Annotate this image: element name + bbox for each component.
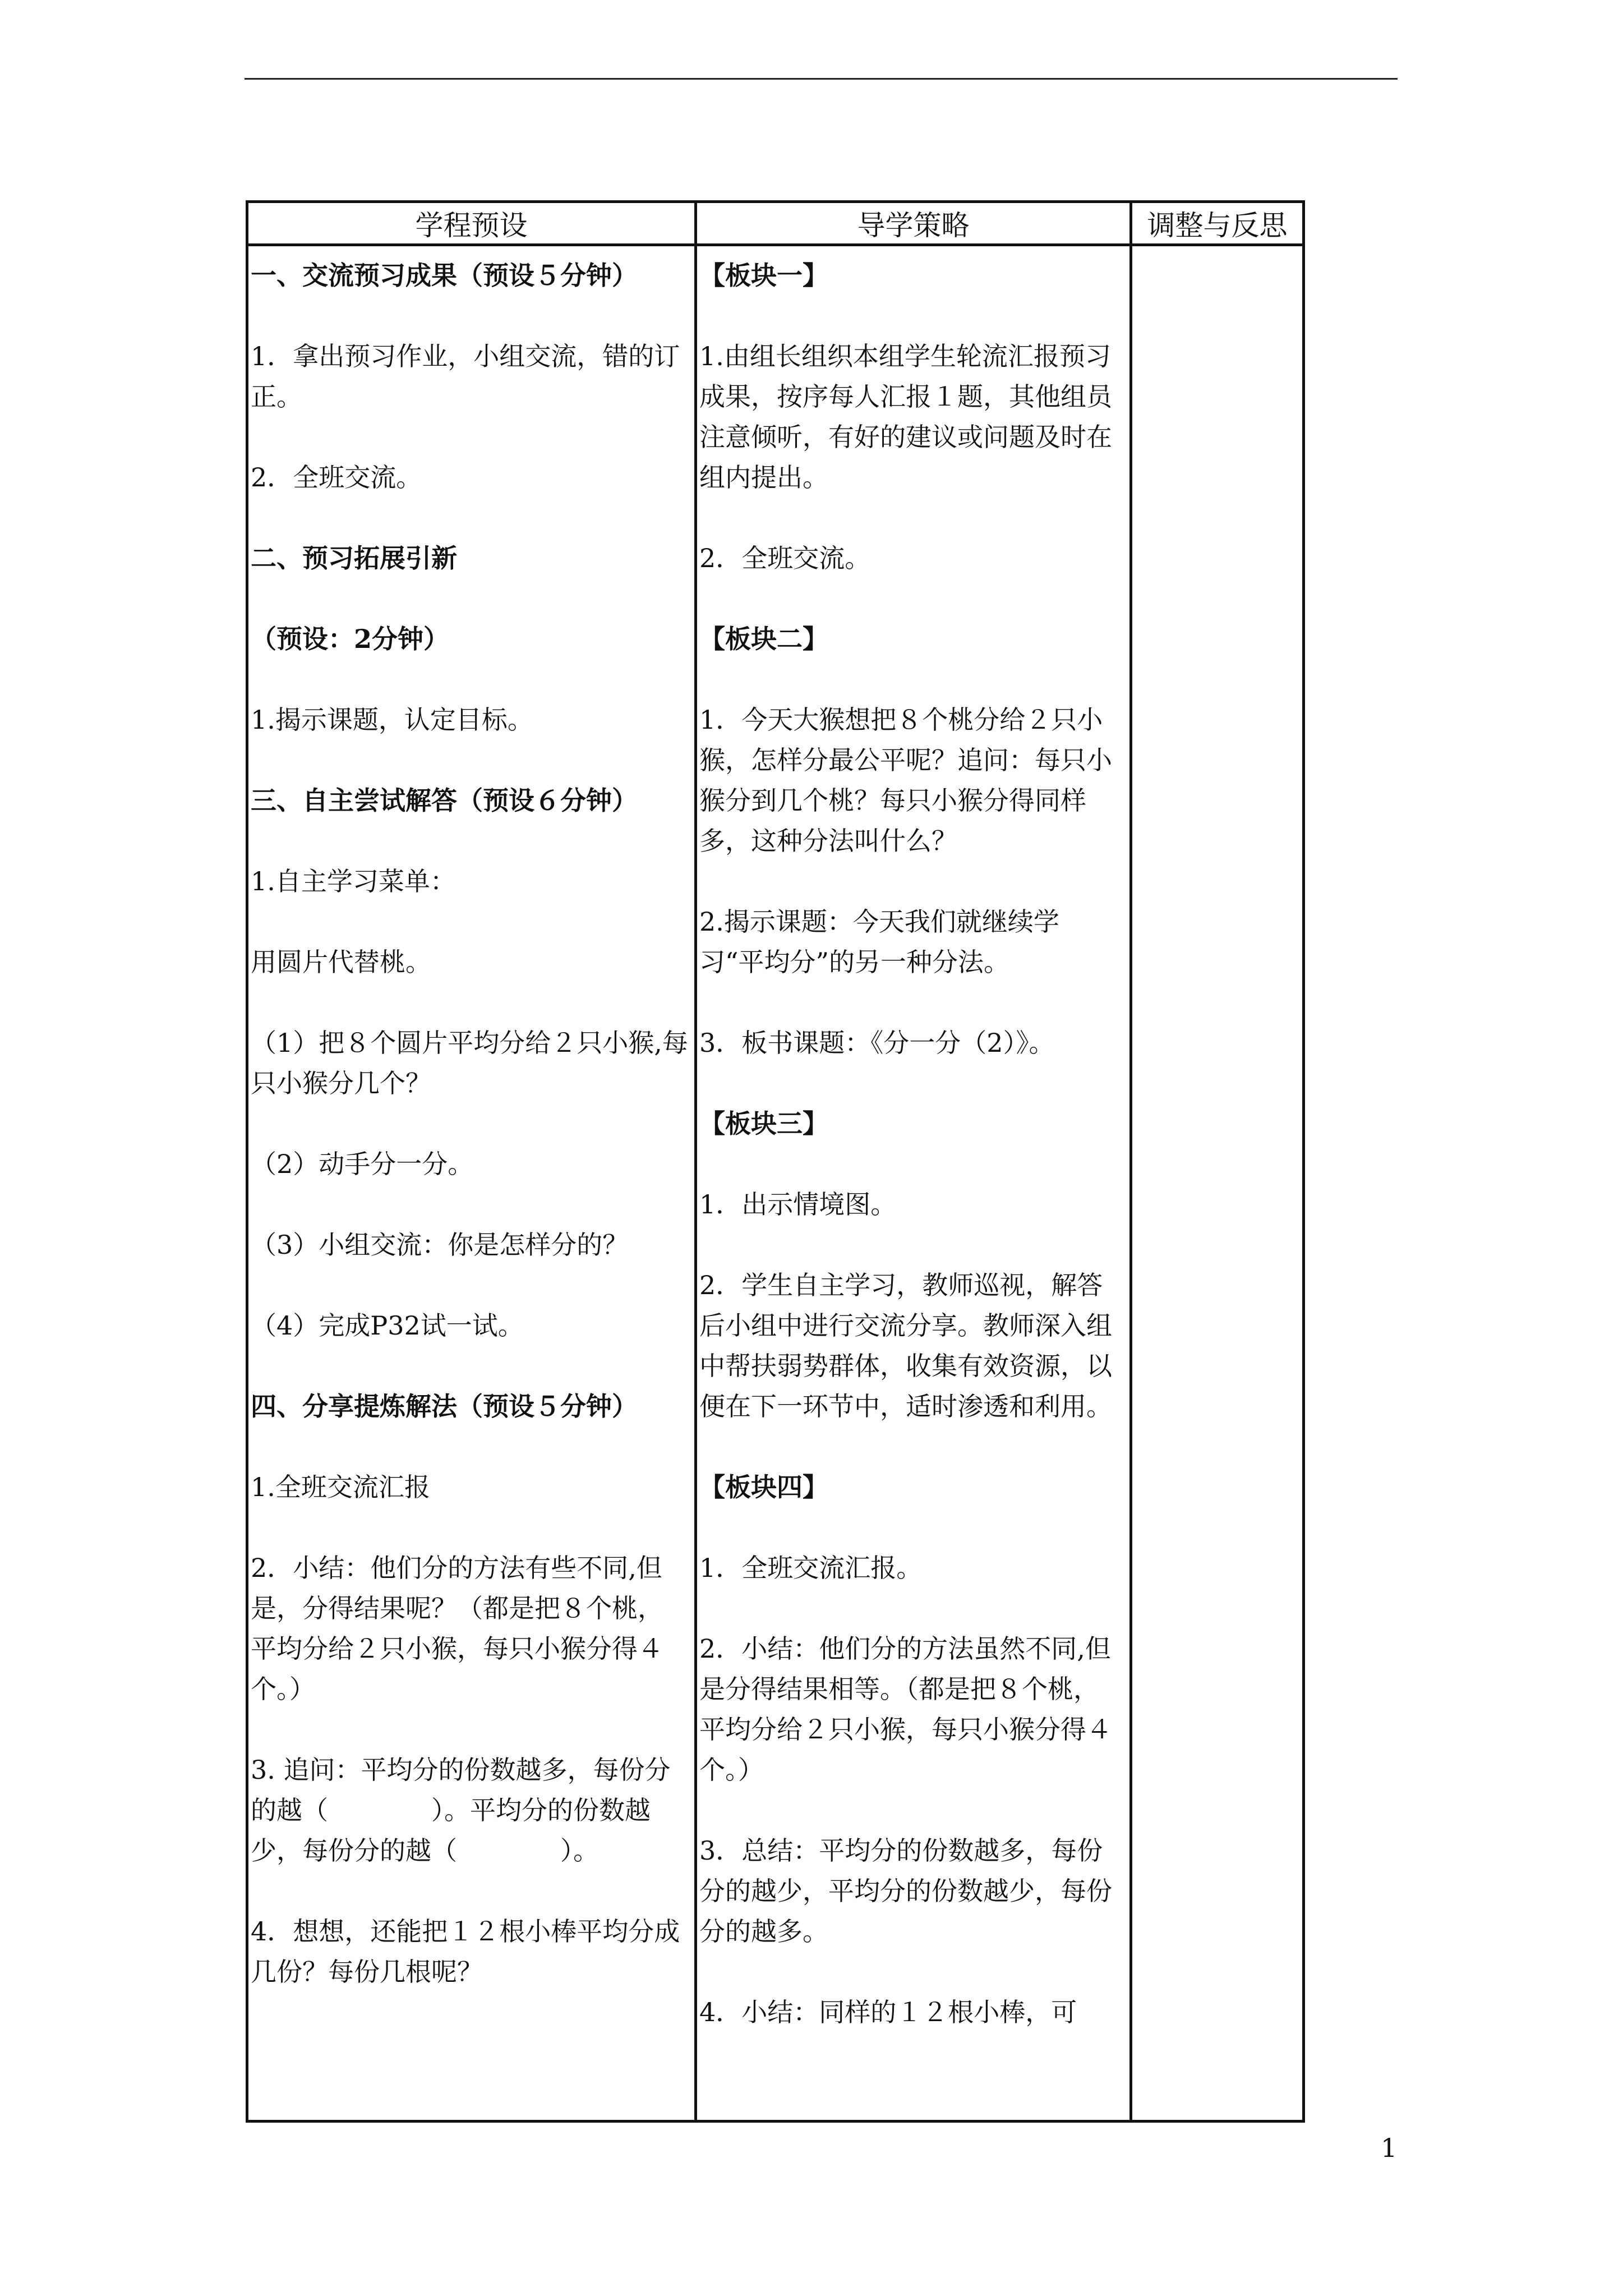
learning-preset-paragraph: （4）完成P32试一试。 (251, 1310, 524, 1341)
adjustment-reflection-column (1132, 246, 1302, 255)
adjustment-reflection-cell (1131, 245, 1304, 2122)
table-header-row (247, 202, 1304, 245)
guidance-strategy-paragraph: 3．板书课题：《分一分（2）》。 (699, 1028, 1055, 1058)
guidance-strategy-paragraph: 【板块一】 (699, 260, 828, 291)
learning-preset-paragraph: 一、交流预习成果（预设５分钟） (251, 260, 638, 291)
guidance-strategy-paragraph: 1．出示情境图。 (699, 1189, 897, 1220)
header-adjustment-reflection: 调整与反思 (1131, 202, 1304, 245)
guidance-strategy-paragraph: 2．小结：他们分的方法虽然不同,但是分得结果相等。（都是把８个桃，平均分给２只小猴，每只小猴分得４个。） (699, 1634, 1112, 1785)
learning-preset-paragraph: （1）把８个圆片平均分给２只小猴,每只小猴分几个？ (251, 1028, 688, 1098)
learning-preset-paragraph: 1.揭示课题，认定目标。 (251, 705, 533, 735)
header-guidance-strategies: 导学策略 (696, 202, 1131, 245)
guidance-strategy-paragraph: 2．全班交流。 (699, 543, 871, 573)
guidance-strategy-paragraph: 3．总结：平均分的份数越多，每份分的越少，平均分的份数越少，每份分的越多。 (699, 1835, 1112, 1947)
page-number: 1 (1381, 2133, 1398, 2163)
table-body-row (247, 245, 1304, 2122)
guidance-strategy-paragraph: 1．全班交流汇报。 (699, 1553, 923, 1583)
guidance-strategy-paragraph: 1.由组长组织本组学生轮流汇报预习成果，按序每人汇报１题，其他组员注意倾听，有好的建议或问题及时在组内提出。 (699, 341, 1112, 493)
guidance-strategies-cell (696, 245, 1131, 2122)
learning-preset-paragraph: 二、预习拓展引新 (251, 543, 457, 573)
guidance-strategy-paragraph: 【板块三】 (699, 1108, 828, 1139)
guidance-strategy-paragraph: 4．小结：同样的１２根小棒，可 (699, 1997, 1077, 2027)
learning-preset-paragraph: 用圆片代替桃。 (251, 947, 431, 977)
learning-preset-paragraph: 1.自主学习菜单： (251, 866, 456, 896)
header-rule (245, 78, 1398, 80)
learning-preset-paragraph: 四、分享提炼解法（预设５分钟） (251, 1391, 638, 1421)
learning-preset-paragraph: 2．小结：他们分的方法有些不同,但是，分得结果呢？（都是把８个桃，平均分给２只小猴，每只小猴分得４个。） (251, 1553, 663, 1704)
guidance-strategies-column (697, 246, 1129, 2032)
learning-presets-column (248, 246, 694, 1992)
guidance-strategy-paragraph: 2．学生自主学习，教师巡视，解答后小组中进行交流分享。教师深入组中帮扶弱势群体，收集有效资源，以便在下一环节中，适时渗透和利用。 (699, 1270, 1112, 1421)
lesson-plan-table (246, 200, 1305, 2123)
guidance-strategy-paragraph: 【板块二】 (699, 624, 828, 654)
guidance-strategy-paragraph: 【板块四】 (699, 1472, 828, 1502)
header-learning-presets: 学程预设 (247, 202, 696, 245)
learning-preset-paragraph: 4．想想，还能把１２根小棒平均分成几份？每份几根呢？ (251, 1916, 680, 1987)
guidance-strategy-paragraph: 1．今天大猴想把８个桃分给２只小猴，怎样分最公平呢？追问：每只小猴分到几个桃？每只小猴分得同样多，这种分法叫什么？ (699, 705, 1112, 856)
learning-preset-paragraph: （预设：2分钟） (251, 624, 450, 654)
learning-preset-paragraph: （2）动手分一分。 (251, 1149, 474, 1179)
learning-preset-paragraph: 三、自主尝试解答（预设６分钟） (251, 785, 638, 816)
learning-preset-paragraph: 1.全班交流汇报 (251, 1472, 430, 1502)
learning-presets-cell (247, 245, 696, 2122)
learning-preset-paragraph: （3）小组交流：你是怎样分的？ (251, 1230, 629, 1260)
learning-preset-paragraph: 2．全班交流。 (251, 462, 422, 493)
learning-preset-paragraph: 3. 追问：平均分的份数越多，每份分的越（ ）。平均分的份数越少，每份分的越（ ）。 (251, 1755, 671, 1866)
learning-preset-paragraph: 1．拿出预习作业，小组交流，错的订正。 (251, 341, 680, 412)
guidance-strategy-paragraph: 2.揭示课题：今天我们就继续学习“平均分”的另一种分法。 (699, 907, 1059, 977)
